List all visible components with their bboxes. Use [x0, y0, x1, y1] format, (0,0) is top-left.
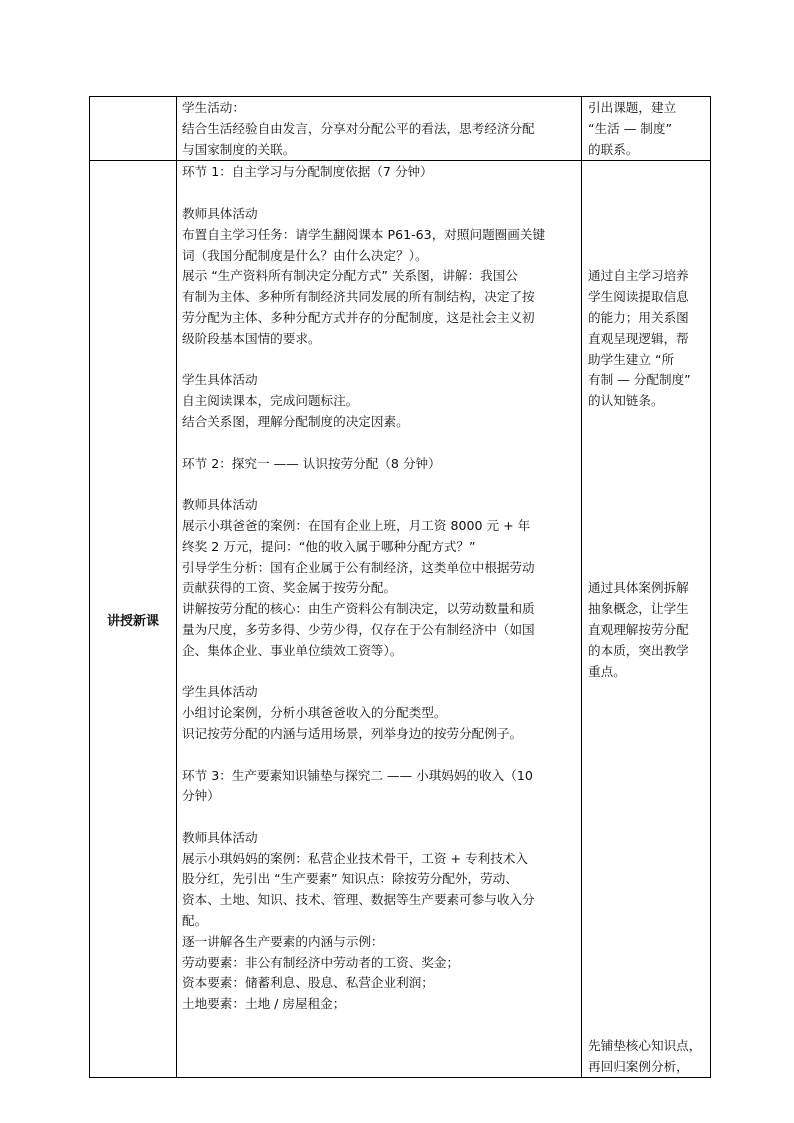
- text-line: 环节 1：自主学习与分配制度依据（7 分钟）: [182, 164, 433, 180]
- text-line: 助学生建立 “所: [588, 351, 675, 367]
- text-line: 展示小琪妈妈的案例：私营企业技术骨干，工资 + 专利技术入: [182, 850, 528, 866]
- blank-line: [588, 454, 707, 475]
- blank-line: [588, 766, 707, 787]
- text-line: 有制 — 分配制度”: [588, 372, 691, 388]
- text-line: 教师具体活动: [182, 829, 258, 845]
- blank-line: [588, 703, 707, 724]
- text-line: 抽象概念，让学生: [588, 601, 689, 617]
- text-line: 终奖 2 万元，提问：“他的收入属于哪种分配方式？”: [182, 538, 476, 554]
- text-line: 识记按劳分配的内涵与适用场景，列举身边的按劳分配例子。: [182, 725, 523, 741]
- text-line: 通过自主学习培养: [588, 268, 689, 284]
- blank-line: [588, 724, 707, 745]
- blank-line: [588, 932, 707, 953]
- blank-line: [588, 682, 707, 703]
- text-line: 资本要素：储蓄利息、股息、私营企业利润；: [182, 975, 434, 991]
- text-line: 结合生活经验自由发言，分享对分配公平的看法，思考经济分配: [182, 120, 535, 136]
- text-line: 重点。: [588, 663, 626, 679]
- blank-line: [588, 973, 707, 994]
- text-line: 先铺垫核心知识点，: [588, 1037, 702, 1053]
- text-line: 级阶段基本国情的要求。: [182, 330, 321, 346]
- blank-line: [588, 890, 707, 911]
- blank-line: [588, 225, 707, 246]
- intent-cell: [582, 161, 711, 1078]
- intent-lines: [582, 161, 710, 1077]
- text-line: 学生具体活动: [182, 684, 258, 700]
- blank-line: [182, 183, 577, 204]
- text-line: 企、集体企业、事业单位绩效工资等）。: [182, 642, 403, 658]
- blank-line: [588, 745, 707, 766]
- content-cell: [177, 97, 582, 161]
- blank-line: [588, 849, 707, 870]
- text-line: 引出课题，建立: [588, 100, 677, 115]
- text-line: 词（我国分配制度是什么？由什么决定？）。: [182, 247, 428, 263]
- text-line: 学生具体活动: [182, 372, 258, 388]
- text-line: 引导学生分析：国有企业属于公有制经济，这类单位中根据劳动: [182, 559, 535, 575]
- text-line: 布置自主学习任务：请学生翻阅课本 P61-63，对照问题圈画关键: [182, 226, 546, 242]
- blank-line: [182, 662, 577, 683]
- stage-label-cell: [90, 97, 177, 161]
- text-line: 再回归案例分析，: [588, 1058, 689, 1074]
- blank-line: [588, 516, 707, 537]
- text-line: 配。: [182, 913, 208, 929]
- intent-cell: [582, 97, 711, 161]
- blank-line: [588, 828, 707, 849]
- blank-line: [588, 183, 707, 204]
- text-line: 结合关系图，理解分配制度的决定因素。: [182, 413, 409, 429]
- text-line: 展示小琪爸爸的案例：在国有企业上班，月工资 8000 元 + 年: [182, 517, 531, 533]
- text-line: 与国家制度的关联。: [182, 141, 296, 157]
- content-cell: [177, 161, 582, 1078]
- blank-line: [182, 474, 577, 495]
- blank-line: [182, 350, 577, 371]
- text-line: 教师具体活动: [182, 205, 258, 221]
- text-line: 量为尺度，多劳多得、少劳少得，仅存在于公有制经济中（如国: [182, 621, 535, 637]
- blank-line: [588, 412, 707, 433]
- blank-line: [588, 953, 707, 974]
- intent-lines: [582, 97, 710, 160]
- text-line: 贡献获得的工资、奖金属于按劳分配。: [182, 580, 397, 596]
- activity-lines: [177, 97, 581, 160]
- stage-label: 讲授新课: [106, 613, 159, 629]
- blank-line: [588, 204, 707, 225]
- blank-line: [588, 433, 707, 454]
- text-line: “生活 — 制度”: [588, 120, 673, 136]
- text-line: 分钟）: [182, 788, 220, 804]
- text-line: 劳分配为主体、多种分配方式并存的分配制度，这是社会主义初: [182, 309, 535, 325]
- text-line: 逐一讲解各生产要素的内涵与示例：: [182, 933, 384, 949]
- text-line: 的本质，突出教学: [588, 642, 689, 658]
- text-line: 劳动要素：非公有制经济中劳动者的工资、奖金；: [182, 954, 460, 970]
- text-line: 直观理解按劳分配: [588, 621, 689, 637]
- text-line: 通过具体案例拆解: [588, 580, 689, 596]
- blank-line: [588, 558, 707, 579]
- text-line: 的能力；用关系图: [588, 309, 689, 325]
- blank-line: [588, 1015, 707, 1036]
- text-line: 土地要素：土地 / 房屋租金；: [182, 996, 346, 1012]
- blank-line: [182, 745, 577, 766]
- text-line: 教师具体活动: [182, 497, 258, 513]
- activity-lines: [177, 161, 581, 1015]
- blank-line: [588, 869, 707, 890]
- blank-line: [588, 474, 707, 495]
- blank-line: [588, 495, 707, 516]
- blank-line: [588, 911, 707, 932]
- blank-line: [588, 786, 707, 807]
- lesson-plan-table: [89, 96, 711, 1078]
- table-row: [90, 161, 711, 1078]
- text-line: 的联系。: [588, 141, 639, 157]
- text-line: 小组讨论案例，分析小琪爸爸收入的分配类型。: [182, 705, 447, 721]
- text-line: 环节 2：探究一 —— 认识按劳分配（8 分钟）: [182, 455, 441, 471]
- blank-line: [588, 162, 707, 183]
- table-row: [90, 97, 711, 161]
- text-line: 的认知链条。: [588, 393, 664, 409]
- text-line: 直观呈现逻辑，帮: [588, 330, 689, 346]
- text-line: 环节 3：生产要素知识铺垫与探究二 —— 小琪妈妈的收入（10: [182, 767, 533, 783]
- text-line: 股分红，先引出 “生产要素” 知识点：除按劳分配外，劳动、: [182, 871, 518, 887]
- text-line: 资本、土地、知识、技术、管理、数据等生产要素可参与收入分: [182, 892, 535, 908]
- blank-line: [588, 807, 707, 828]
- text-line: 展示 “生产资料所有制决定分配方式” 关系图，讲解：我国公: [182, 268, 518, 284]
- text-line: 自主阅读课本，完成问题标注。: [182, 393, 359, 409]
- blank-line: [182, 433, 577, 454]
- blank-line: [182, 807, 577, 828]
- blank-line: [588, 994, 707, 1015]
- blank-line: [588, 537, 707, 558]
- stage-label-cell: [90, 161, 177, 1078]
- text-line: 有制为主体、多种所有制经济共同发展的所有制结构，决定了按: [182, 289, 535, 305]
- text-line: 学生活动：: [182, 100, 245, 115]
- text-line: 讲解按劳分配的核心：由生产资料公有制决定，以劳动数量和质: [182, 601, 535, 617]
- blank-line: [588, 246, 707, 267]
- text-line: 学生阅读提取信息: [588, 289, 689, 305]
